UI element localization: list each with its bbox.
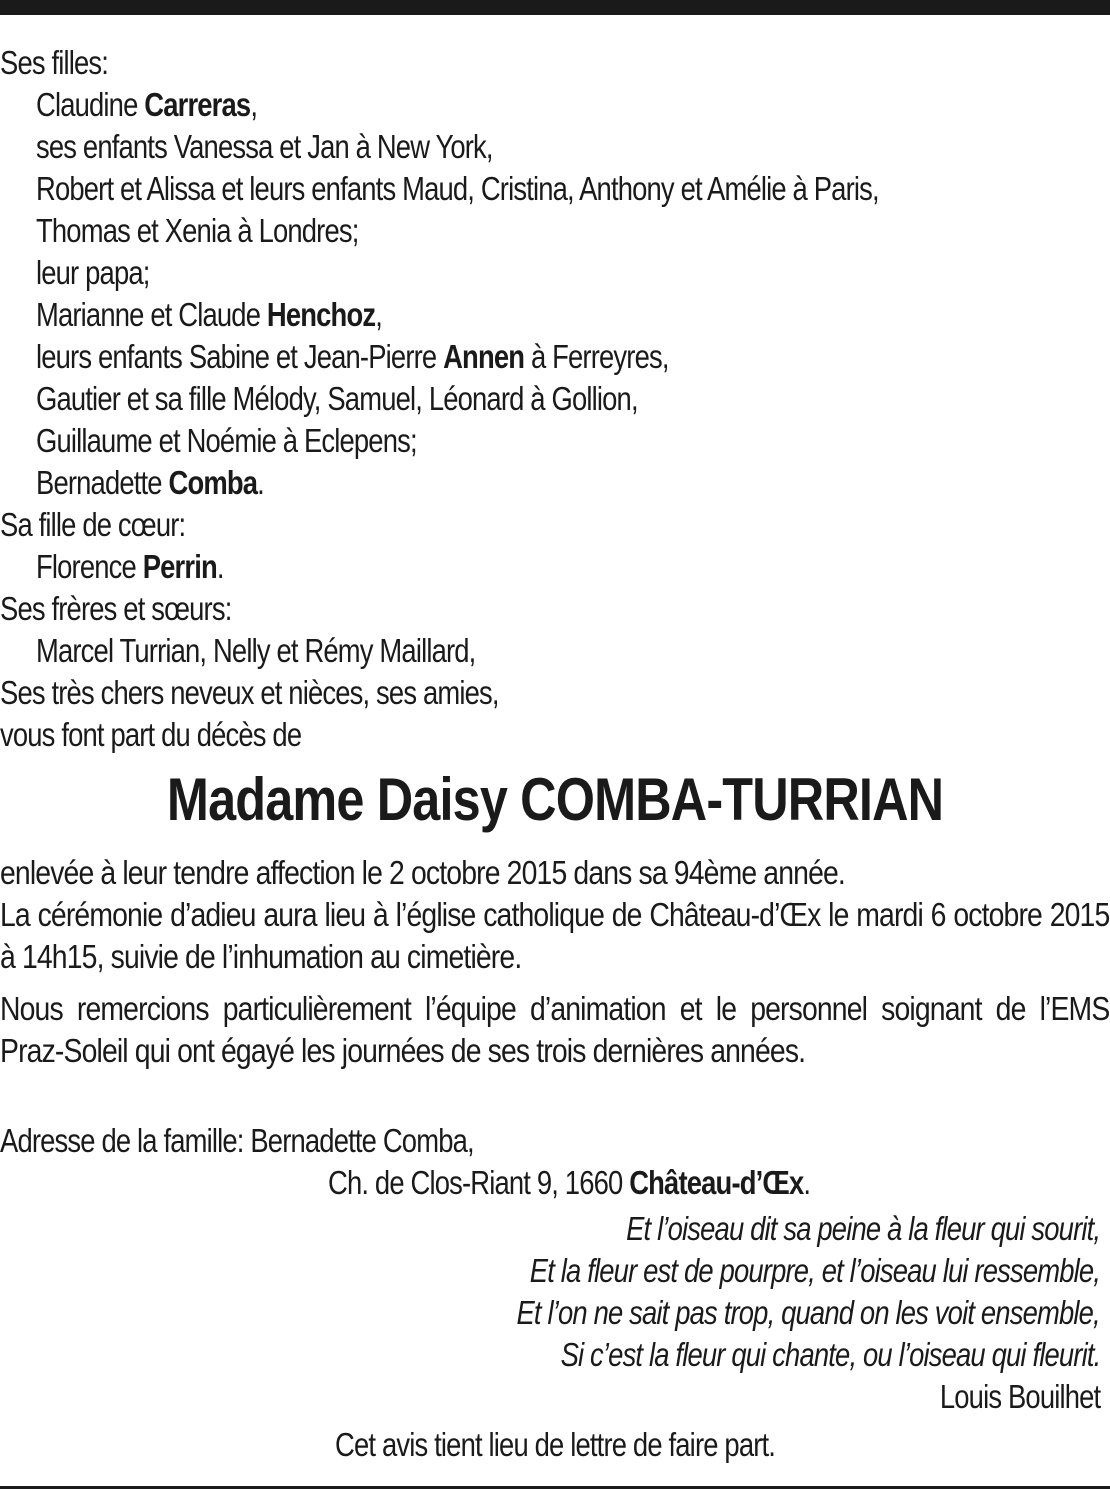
poem-line: Et l’on ne sait pas trop, quand on les voit ensemble, [516, 1294, 1100, 1331]
poem-author: Louis Bouilhet [939, 1378, 1100, 1415]
first-names: Claudine [36, 86, 145, 123]
footer-text: Cet avis tient lieu de lettre de faire part. [334, 1426, 776, 1463]
surname: Perrin [142, 548, 217, 585]
punctuation: , [375, 296, 383, 333]
surname: Annen [443, 338, 525, 375]
surname: Carreras [144, 86, 251, 123]
street: Ch. de Clos-Riant 9, 1660 [328, 1164, 630, 1201]
family-member-line: Robert et Alissa et leurs enfants Maud, Cristina, Anthony et Amélie à Paris, [36, 170, 879, 207]
punctuation: . [216, 548, 224, 585]
family-member-line: leur papa; [36, 254, 150, 291]
first-names: leurs enfants Sabine et Jean-Pierre [36, 338, 444, 375]
family-member-line: Guillaume et Noémie à Eclepens; [36, 422, 417, 459]
thanks-paragraph: Nous remercions particulièrement l’équipe d’animation et le personnel soignant de l’EMS Praz-Soleil qui ont égayé les journées de ses trois dernières années. [0, 990, 1110, 1069]
siblings-heading: Ses frères et sœurs: [0, 590, 232, 627]
heart-daughter-heading: Sa fille de cœur: [0, 506, 186, 543]
poem-line: Et la fleur est de pourpre, et l’oiseau lui ressemble, [529, 1252, 1100, 1289]
address-line-2 [328, 1162, 810, 1204]
daughters-heading: Ses filles: [0, 44, 109, 81]
family-member-line: Thomas et Xenia à Londres; [36, 212, 359, 249]
deceased-name [0, 768, 1110, 832]
footer-note [0, 1424, 1110, 1466]
place: à Ferreyres, [524, 338, 669, 375]
family-member-sabine [36, 336, 669, 378]
first-names: Florence [36, 548, 143, 585]
family-member-claudine [36, 84, 257, 126]
deceased-name-text: Madame Daisy COMBA-TURRIAN [166, 766, 944, 833]
family-member-marianne [36, 294, 382, 336]
family-member-bernadette [36, 462, 264, 504]
family-member-line: Marcel Turrian, Nelly et Rémy Maillard, [36, 632, 476, 669]
first-names: Marianne et Claude [36, 296, 267, 333]
punctuation: . [803, 1164, 811, 1201]
poem-line: Si c’est la fleur qui chante, ou l’oiseau qui fleurit. [560, 1336, 1100, 1373]
announcement-line: vous font part du décès de [0, 716, 302, 753]
surname: Henchoz [266, 296, 376, 333]
passing-paragraph: enlevée à leur tendre affection le 2 octobre 2015 dans sa 94ème année. [0, 854, 845, 891]
family-member-line: ses enfants Vanessa et Jan à New York, [36, 128, 493, 165]
top-rule [0, 0, 1110, 15]
city: Château-d’Œx [629, 1164, 804, 1201]
punctuation: . [257, 464, 264, 501]
family-member-florence [36, 546, 224, 588]
ceremony-paragraph: La cérémonie d’adieu aura lieu à l’église catholique de Château-d’Œx le mardi 6 octobre 2015 à 14h15, suivie de l’inhumation au cimetière. [0, 896, 1110, 975]
first-names: Bernadette [36, 464, 169, 501]
address-line-1: Adresse de la famille: Bernadette Comba, [0, 1122, 474, 1159]
poem-line: Et l’oiseau dit sa peine à la fleur qui sourit, [625, 1210, 1100, 1247]
family-member-line: Gautier et sa fille Mélody, Samuel, Léonard à Gollion, [36, 380, 638, 417]
surname: Comba [168, 464, 258, 501]
family-member-line: Ses très chers neveux et nièces, ses amies, [0, 674, 499, 711]
punctuation: , [250, 86, 258, 123]
